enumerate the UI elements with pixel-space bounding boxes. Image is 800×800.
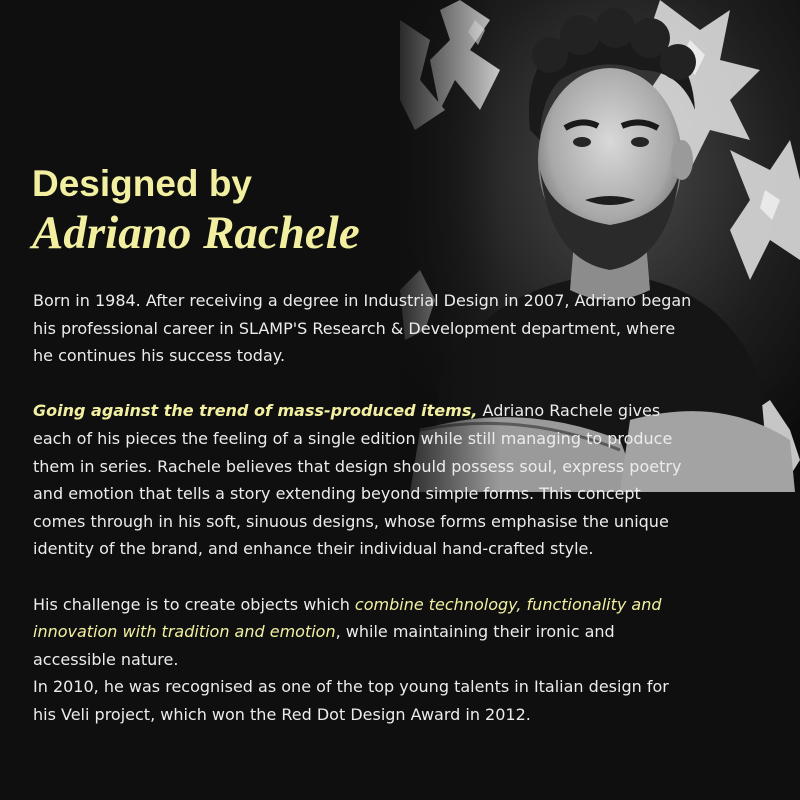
designer-heading [32, 162, 360, 260]
paragraph-spacer [33, 563, 693, 591]
bio-challenge-end: , while maintaining their ironic and accessible nature. [33, 622, 615, 669]
bio-paragraph-award: In 2010, he was recognised as one of the top young talents in Italian design for his Veli project, which won the Red Dot Design Award in 2012. [33, 677, 669, 724]
bio-highlight-technology: combine technology, functionality and innovation with tradition and emotion [33, 594, 662, 642]
bio-challenge-start: His challenge is to create objects which [33, 594, 355, 614]
bio-paragraph-birth: Born in 1984. After receiving a degree in Industrial Design in 2007, Adriano began his professional career in SLAMP'S Research & Development department, where he continues his success today. [33, 291, 692, 366]
bio-philosophy-text: Adriano Rachele gives each of his pieces the feeling of a single edition while still managing to produce them in series. Rachele believes that design should possess soul, express poetry and emotion that tells a story extending beyond simple forms. This concept comes through in his soft, sinuous designs, whose forms emphasise the unique identity of the brand, and enhance their individual hand-crafted style. [33, 401, 682, 559]
bio-paragraph-challenge [33, 591, 693, 674]
designer-bio [33, 287, 693, 729]
bio-highlight-mass-produced: Going against the trend of mass-produced items, [33, 401, 478, 421]
paragraph-spacer [33, 370, 693, 398]
bio-paragraph-philosophy [33, 397, 693, 563]
heading-designer-name: Adriano Rachele [32, 207, 360, 259]
heading-designed-by: Designed by [32, 163, 252, 204]
